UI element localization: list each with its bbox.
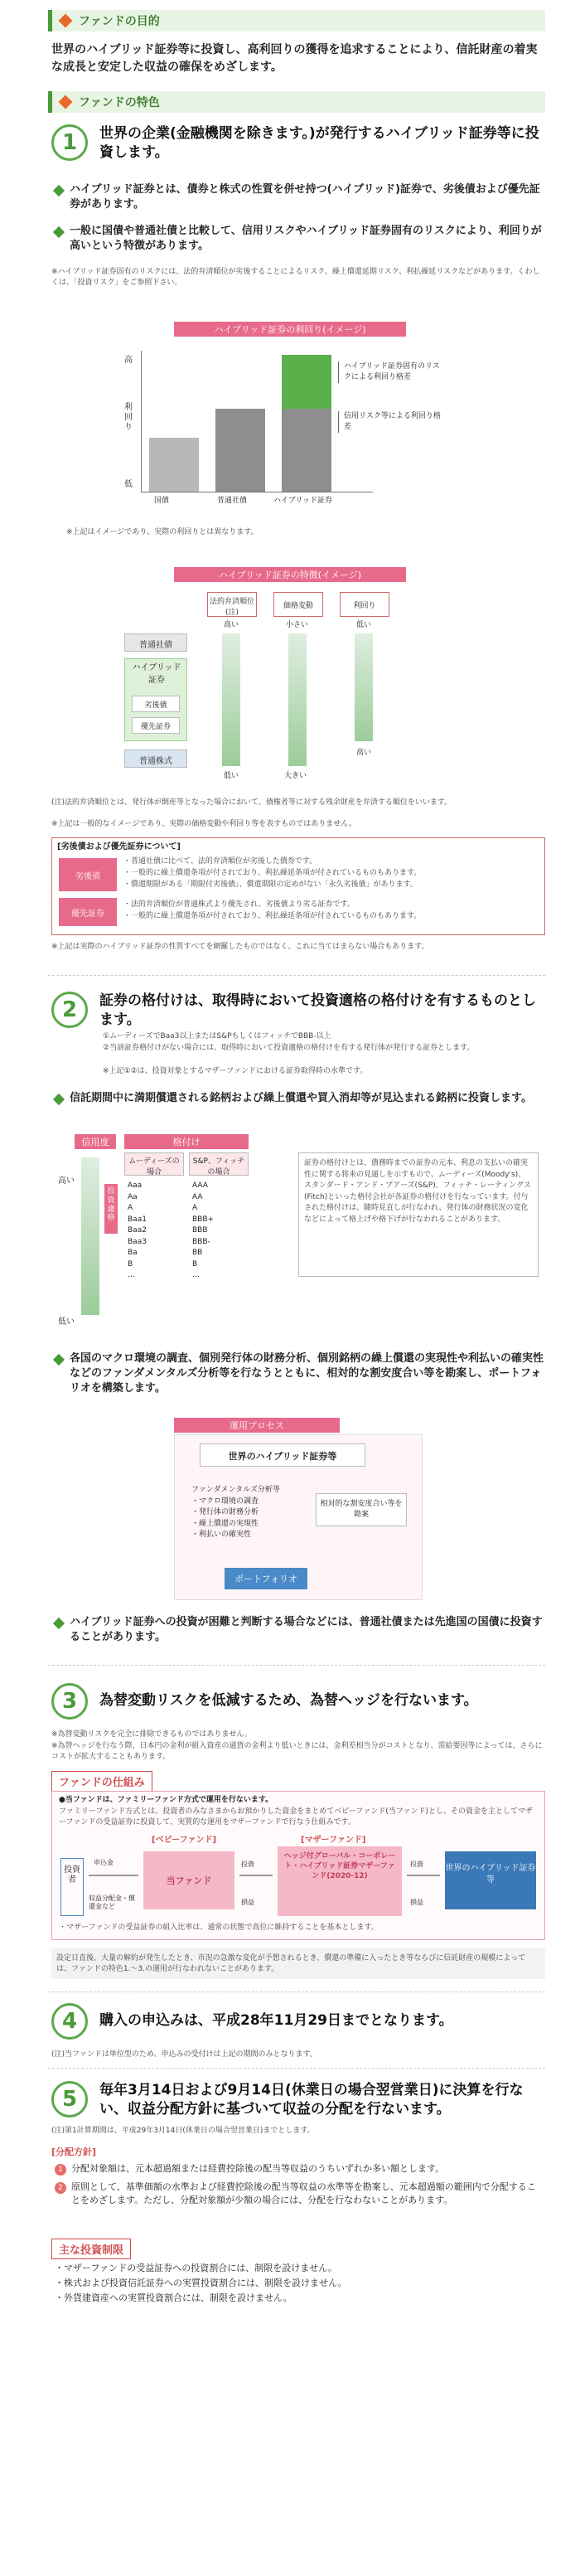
arrow-invest-2 (407, 1875, 440, 1876)
rating-head-rating: 格付け (124, 1134, 249, 1149)
feature-4-note: (注)当ファンドは単位型のため、申込みの受付けは上記の期間のみとなります。 (51, 2050, 317, 2059)
stack-hybrid-group (124, 658, 187, 741)
features-title: ファンドの特色 (79, 96, 160, 109)
mechanism-line-2: ファミリーファンド方式とは、投資者のみなさまからお預かりした資金をまとめてベビーファンド(当ファンド)とし、その資金を主としてマザーファンドの受益証券に投資して、実質的な運用をマザーファンドで行なう仕組みです。 (59, 1807, 534, 1826)
rating-sp-head: S&P、フィッチの場合 (189, 1152, 249, 1176)
arrow-apply (89, 1875, 138, 1876)
feature-2-bullet-3: ハイブリッド証券への投資が困難と判断する場合などには、普通社債または先進国の国債に投資することがあります。 (55, 1615, 544, 1645)
feature-3-disclaimer: 設定日直後、大量の解約が発生したとき、市況の急激な変化が予想されるとき、償還の準備に入ったとき等ならびに信託財産の規模によっては、ファンドの特色1.～3.の運用が行なわれないことがあります。 (51, 1948, 545, 1979)
arrow-invest-1 (239, 1875, 273, 1876)
divider (48, 1665, 545, 1666)
feature-1-note: ※ハイブリッド証券固有のリスクには、法的弁済順位が劣後することによるリスク、繰上償還延期リスク、利払繰延リスクなどがあります。くわしくは、「投資リスク」をご参照下さい。 (51, 268, 540, 287)
this-fund-box: 当ファンド (143, 1851, 234, 1909)
sp-rating-1: AA (192, 1192, 203, 1201)
col-2-top: 小さい (286, 621, 309, 629)
feature-4-heading: 購入の申込みは、平成28年11月29日までとなります。 (99, 2012, 453, 2029)
sp-rating-3: BBB+ (192, 1215, 215, 1224)
feature-2-note-3: ※上記①②は、投資対象とするマザーファンドにおける証券取得時の水準です。 (103, 1067, 368, 1075)
col-1-top: 高い (224, 621, 239, 629)
arrow-label-invest-1: 投資 (241, 1860, 254, 1868)
label-preferred-security: 優先証券 (59, 898, 117, 926)
mechanism-line-1: ●当ファンドは、ファミリーファンド方式で運用を行ないます。 (59, 1796, 273, 1804)
world-hybrid-box: 世界のハイブリッド証券等 (445, 1851, 536, 1909)
yield-chart-note: ※上記はイメージであり、実際の利回りとは異なります。 (66, 528, 259, 536)
rating-moodys-list (128, 1181, 184, 1282)
arrow-label-distribution: 収益分配金・償還金など (89, 1894, 135, 1910)
moodys-rating-4: Baa2 (128, 1226, 147, 1235)
policy-item-2: 原則として、基準価額の水準および経費控除後の配当等収益の水準等を勘案し、元本超過額の範囲内で分配することをめざします。ただし、分配対象額が少額の場合には、分配を行なわないことがあります。 (71, 2181, 536, 2205)
sp-rating-7: B (192, 1259, 198, 1269)
limit-2: ・株式および投資信託証券への実質投資割合には、制限を設けません。 (55, 2278, 347, 2288)
feature-2-bullet-2: 各国のマクロ環境の調査、個別発行体の財務分析、個別銘柄の繰上償還の実現性や利払いの確実性などのファンダメンタルズ分析等を行なうとともに、相対的な割安度合い等を勘案し、ポートフォリオを構築します。 (55, 1351, 544, 1397)
moodys-rating-1: Aa (128, 1192, 138, 1201)
features-note-1: (注)法的弁済順位とは、発行体が倒産等となった場合において、債権者等に対する残余財産を弁済する順位をいいます。 (51, 798, 452, 807)
divider (48, 2068, 545, 2069)
process-portfolio: ポートフォリオ (225, 1568, 307, 1589)
preferred-line-1: ・法的弁済順位が普通株式より優先され、劣後債より劣る証券です。 (123, 900, 355, 909)
sp-rating-2: A (192, 1204, 198, 1212)
feature-3-heading: 為替変動リスクを低減するため、為替ヘッジを行ないます。 (99, 1692, 478, 1709)
col-price-volatility: 価格変動 (273, 592, 323, 617)
policy-number-1: 1 (55, 2164, 66, 2176)
fund-mechanism-box (51, 1791, 545, 1940)
securities-info-title: [劣後債および優先証券について] (57, 842, 181, 851)
process-item-1: ・マクロ環境の調査 (191, 1497, 259, 1506)
label-subordinated-bond: 劣後債 (59, 858, 117, 891)
bar-hybrid-base (282, 409, 331, 492)
rating-diagram (58, 1134, 547, 1333)
process-diagram (174, 1434, 423, 1600)
process-title: 運用プロセス (174, 1418, 340, 1433)
annotation-hybrid-risk: ハイブリッド証券固有のリスクによる利回り格差 (338, 361, 446, 383)
diamond-icon (59, 95, 73, 109)
stack-hybrid: ハイブリッド証券 (132, 663, 181, 685)
securities-info-box (51, 837, 545, 935)
yield-chart (124, 347, 472, 521)
arrow-legal-priority (222, 633, 240, 766)
arrow-price-volatility (288, 633, 307, 766)
y-axis-label: 利回り (124, 403, 133, 432)
col-1-bottom: 低い (224, 772, 239, 780)
diamond-icon (59, 14, 73, 28)
process-item-2: ・発行体の財務分析 (191, 1508, 259, 1516)
rating-sp-list (192, 1181, 249, 1282)
fund-mechanism-title: ファンドの仕組み (51, 1771, 152, 1792)
y-axis-high: 高 (124, 356, 133, 365)
process-top: 世界のハイブリッド証券等 (200, 1443, 365, 1467)
x-label-government-bond: 国債 (154, 497, 170, 505)
feature-number-2: 2 (51, 992, 88, 1028)
subordinated-line-3: ・償還期限がある「期限付劣後債」、償還期限の定めがない「永久劣後債」があります。 (123, 880, 418, 889)
rating-investment-grade: 投資適格 (104, 1184, 118, 1234)
feature-2-heading: 証券の格付けは、取得時において投資適格の格付けを有するものとします。 (99, 992, 536, 1028)
policy-item-1: 分配対象額は、元本超過額または経費控除後の配当等収益のうちいずれか多い額とします。 (71, 2163, 445, 2174)
arrow-label-return-2: 損益 (410, 1899, 423, 1906)
bar-hybrid-premium (282, 355, 331, 409)
investment-limits-title: 主な投資制限 (51, 2239, 131, 2259)
y-axis-low: 低 (124, 480, 133, 489)
securities-info-note: ※上記は実際のハイブリッド証券の性質すべてを網羅したものではなく、これに当てはまらない場合もあります。 (51, 943, 429, 951)
moodys-rating-2: A (128, 1204, 133, 1212)
rating-explanation: 証券の格付けとは、債務時までの証券の元本、利息の支払いの確実性に関する将来の見通しを示すもので、ムーディーズ(Moody's)、スタンダード・アンド・プアーズ(S&P)、フィッチ・レーティングス(Fitch)といった格付会社が各証券の格付けを行なっています。付与された格付けは、随時見直しが行なわれ、発行体の財務状況の変化などによって格上げや格下げが行なわれることがあります。 (298, 1152, 539, 1277)
feature-3-note-1: ※為替変動リスクを完全に排除できるものではありません。 (51, 1730, 252, 1739)
features-header (48, 91, 545, 113)
feature-number-1: 1 (51, 124, 88, 161)
features-note-2: ※上記は一般的なイメージであり、実際の価格変動や利回り等を表すものではありません。 (51, 820, 356, 828)
feature-1-heading: 世界の企業(金融機関を除きます。)が発行するハイブリッド証券等に投資します。 (99, 125, 539, 161)
feature-number-4: 4 (51, 2003, 88, 2040)
col-3-bottom: 高い (356, 749, 372, 757)
moodys-rating-7: B (128, 1259, 133, 1269)
moodys-rating-8: … (128, 1271, 135, 1279)
baby-fund-label: [ベビーファンド] (152, 1836, 217, 1845)
feature-number-5: 5 (51, 2081, 88, 2118)
col-legal-priority: 法的弁済順位(注) (207, 592, 257, 617)
preferred-line-2: ・一般的に繰上償還条項が付されており、利払繰延条項が付されているものもあります。 (123, 912, 422, 920)
feature-1-bullet-2: 一般に国債や普通社債と比較して、信用リスクやハイブリッド証券固有のリスクにより、利回りが高いという特徴があります。 (55, 224, 544, 254)
rating-low: 低い (58, 1317, 75, 1327)
yield-chart-title: ハイブリッド証券の利回り(イメージ) (174, 322, 406, 337)
feature-1-bullet-1: ハイブリッド証券とは、債券と株式の性質を併せ持つ(ハイブリッド)証券で、劣後債および優先証券があります。 (55, 182, 544, 212)
x-label-corporate-bond: 普通社債 (217, 497, 248, 505)
y-axis (141, 351, 142, 492)
subordinated-line-1: ・普通社債に比べて、法的弁済順位が劣後した債券です。 (123, 857, 317, 866)
mother-fund-box: ヘッジ付グローバル・コーポレート・ハイブリッド証券マザーファンド(2020-12) (278, 1846, 402, 1916)
stack-corporate-bond: 普通社債 (124, 633, 187, 652)
sp-rating-0: AAA (192, 1181, 208, 1190)
subordinated-line-2: ・一般的に繰上償還条項が付されており、利払繰延条項が付されているものもあります。 (123, 869, 422, 877)
mother-fund-label: [マザーファンド] (301, 1836, 366, 1845)
feature-number-3: 3 (51, 1683, 88, 1720)
feature-2-note-1: ①ムーディーズでBaa3以上またはS&PもしくはフィッチでBBB-以上 (103, 1032, 331, 1041)
features-chart-title: ハイブリッド証券の特徴(イメージ) (174, 567, 406, 582)
rating-high: 高い (58, 1176, 75, 1186)
process-item-0: ファンダメンタルズ分析等 (191, 1486, 280, 1494)
divider (48, 1991, 545, 1992)
rating-moodys-head: ムーディーズの場合 (124, 1152, 184, 1176)
sp-rating-4: BBB (192, 1226, 208, 1235)
process-item-4: ・利払いの確実性 (191, 1531, 252, 1539)
moodys-rating-0: Aaa (128, 1181, 143, 1190)
limit-3: ・外貨建資産への実質投資割合には、制限を設けません。 (55, 2292, 292, 2303)
bar-government-bond (149, 438, 199, 492)
moodys-rating-5: Baa3 (128, 1237, 147, 1246)
investor-box: 投資者 (60, 1858, 84, 1916)
arrow-label-invest-2: 投資 (410, 1860, 423, 1868)
annotation-credit-risk: 信用リスク等による利回り格差 (338, 411, 446, 433)
process-analysis-list (191, 1485, 307, 1541)
purpose-header (48, 10, 545, 32)
moodys-rating-3: Baa1 (128, 1215, 147, 1224)
col-2-bottom: 大きい (284, 772, 307, 780)
mechanism-note: ・マザーファンドの受益証券の組入比率は、通常の状態で高位に維持することを基本とします。 (59, 1924, 379, 1932)
bar-corporate-bond (215, 409, 265, 492)
col-yield: 利回り (340, 592, 389, 617)
sp-rating-5: BBB- (192, 1237, 210, 1246)
feature-5-note: (注)第1計算期間は、平成29年3月14日(休業日の場合翌営業日)までとします。 (51, 2127, 315, 2135)
feature-2-note-2: ②当該証券格付けがない場合には、取得時において投資適格の格付けを有する発行体が発行する証券とします。 (103, 1044, 475, 1052)
feature-3-note-2: ※為替ヘッジを行なう際、日本円の金利が組入資産の通貨の金利より低いときには、金利差相当分がコストとなり、需給要因等によっては、さらにコストが拡大することもあります。 (51, 1742, 543, 1761)
purpose-text: 世界のハイブリッド証券等に投資し、高利回りの獲得を追求することにより、信託財産の着実な成長と安定した収益の確保をめざします。 (51, 43, 538, 74)
x-label-hybrid: ハイブリッド証券 (273, 497, 333, 505)
moodys-rating-6: Ba (128, 1249, 138, 1257)
col-3-top: 低い (356, 621, 372, 629)
purpose-title: ファンドの目的 (79, 15, 160, 28)
feature-2-bullet-1: 信託期間中に満期償還される銘柄および繰上償還や買入消却等が見込まれる銘柄に投資します。 (55, 1091, 544, 1106)
divider (48, 975, 545, 976)
feature-5-heading: 毎年3月14日および9月14日(休業日の場合翌営業日)に決算を行ない、収益分配方針に基づいて収益の分配を行ないます。 (99, 2082, 524, 2118)
arrow-label-apply: 申込金 (94, 1859, 114, 1866)
stack-common-stock: 普通株式 (124, 750, 187, 768)
process-item-3: ・繰上償還の実現性 (191, 1519, 259, 1528)
sp-rating-6: BB (192, 1249, 203, 1257)
arrow-label-return-1: 損益 (241, 1899, 254, 1906)
features-diagram (124, 592, 456, 791)
sp-rating-8: … (192, 1271, 200, 1279)
stack-preferred: 優先証券 (132, 717, 180, 734)
limit-1: ・マザーファンドの受益証券への投資割合には、制限を設けません。 (55, 2263, 337, 2273)
distribution-policy-title: [分配方針] (51, 2147, 97, 2157)
stack-subordinated: 劣後債 (132, 696, 180, 712)
process-relative-value: 相対的な割安度合い等を勘案 (316, 1493, 407, 1526)
arrow-yield (355, 633, 373, 741)
policy-number-2: 2 (55, 2182, 66, 2194)
rating-arrow (81, 1157, 99, 1315)
rating-head-credit: 信用度 (75, 1134, 116, 1149)
